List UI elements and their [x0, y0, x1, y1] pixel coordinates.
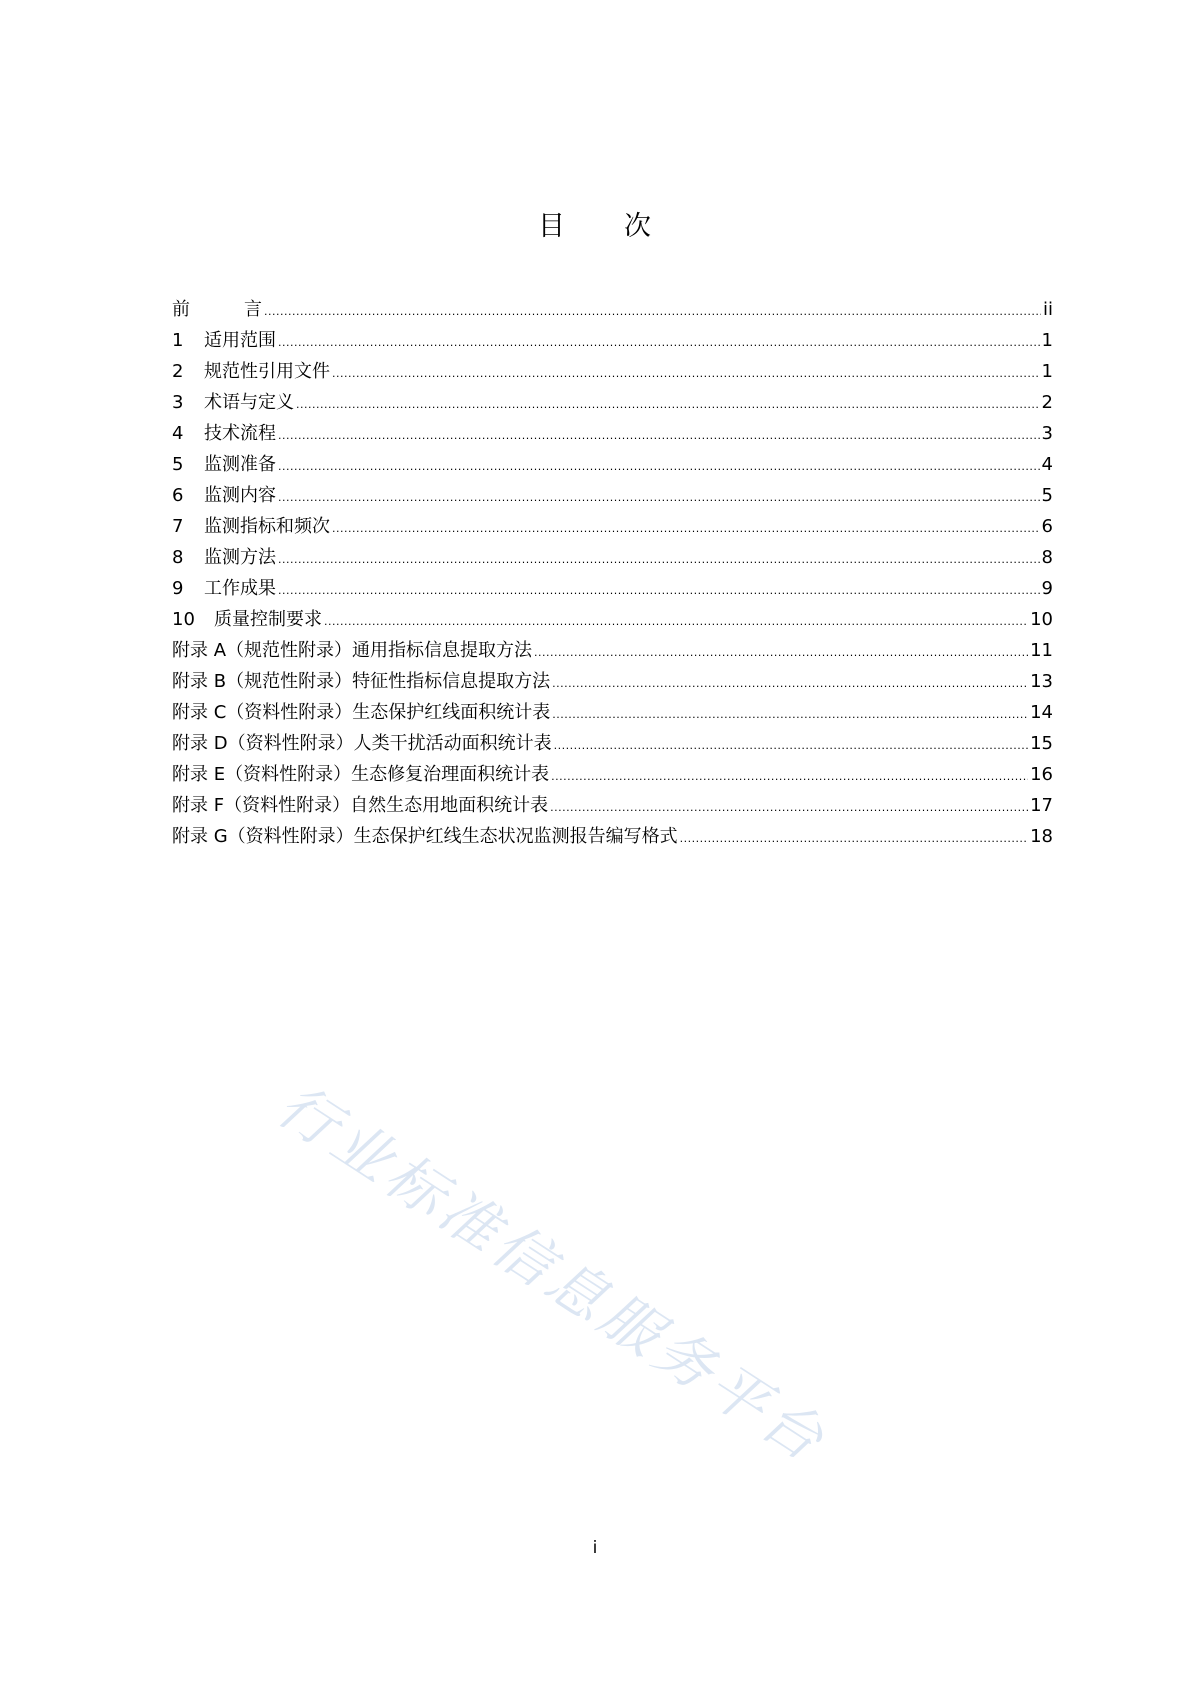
dot-leader [534, 637, 1028, 668]
toc-entry-label: 工作成果 [204, 578, 276, 599]
dot-leader [296, 389, 1040, 420]
toc-entry-3[interactable] [172, 387, 1053, 418]
table-of-contents [172, 294, 1053, 852]
toc-entry-2[interactable] [172, 356, 1053, 387]
toc-entry-appendix-a[interactable] [172, 635, 1053, 666]
dot-leader [264, 296, 1041, 327]
toc-entry-page: 13 [1030, 671, 1053, 692]
dot-leader [278, 575, 1040, 606]
toc-entry-label: 附录 D（资料性附录）人类干扰活动面积统计表 [172, 733, 552, 754]
dot-leader [680, 823, 1028, 854]
toc-entry-4[interactable] [172, 418, 1053, 449]
toc-entry-page: 2 [1041, 392, 1053, 413]
toc-entry-page: 1 [1041, 361, 1053, 382]
toc-entry-page: 9 [1041, 578, 1053, 599]
toc-entry-number: 9 [172, 578, 184, 599]
toc-entry-page: 16 [1030, 764, 1053, 785]
toc-entry-appendix-g[interactable] [172, 821, 1053, 852]
toc-entry-number: 4 [172, 423, 184, 444]
toc-entry-label: 附录 F（资料性附录）自然生态用地面积统计表 [172, 795, 549, 816]
toc-entry-number: 3 [172, 392, 184, 413]
dot-leader [550, 792, 1028, 823]
toc-entry-label: 附录 C（资料性附录）生态保护红线面积统计表 [172, 702, 551, 723]
toc-entry-5[interactable] [172, 449, 1053, 480]
toc-entry-appendix-e[interactable] [172, 759, 1053, 790]
toc-entry-page: 10 [1030, 609, 1053, 630]
toc-entry-label: 附录 G（资料性附录）生态保护红线生态状况监测报告编写格式 [172, 826, 678, 847]
toc-title [0, 204, 1190, 243]
toc-entry-label: 前 言 [172, 299, 262, 320]
toc-entry-page: 8 [1041, 547, 1053, 568]
toc-entry-appendix-c[interactable] [172, 697, 1053, 728]
toc-entry-number: 5 [172, 454, 184, 475]
toc-entry-label: 质量控制要求 [214, 609, 322, 630]
watermark: 行业标准信息服务平台 [265, 1070, 840, 1477]
toc-entry-label: 术语与定义 [204, 392, 294, 413]
toc-entry-label: 监测内容 [204, 485, 276, 506]
toc-entry-page: 15 [1030, 733, 1053, 754]
dot-leader [552, 668, 1028, 699]
dot-leader [324, 606, 1028, 637]
dot-leader [332, 513, 1040, 544]
toc-entry-page: 11 [1030, 640, 1053, 661]
toc-entry-preface[interactable] [172, 294, 1053, 325]
toc-entry-appendix-f[interactable] [172, 790, 1053, 821]
dot-leader [278, 544, 1040, 575]
toc-entry-page: 3 [1041, 423, 1053, 444]
toc-entry-page: 1 [1041, 330, 1053, 351]
page-number: i [592, 1538, 598, 1558]
toc-entry-label: 附录 B（规范性附录）特征性指标信息提取方法 [172, 671, 551, 692]
dot-leader [278, 451, 1040, 482]
toc-entry-10[interactable] [172, 604, 1053, 635]
toc-entry-page: 6 [1041, 516, 1053, 537]
dot-leader [551, 761, 1028, 792]
toc-entry-9[interactable] [172, 573, 1053, 604]
toc-title-char-1: 目 [538, 211, 566, 242]
toc-entry-label: 规范性引用文件 [204, 361, 330, 382]
toc-entry-label: 技术流程 [204, 423, 276, 444]
toc-entry-6[interactable] [172, 480, 1053, 511]
toc-entry-number: 2 [172, 361, 184, 382]
toc-entry-appendix-b[interactable] [172, 666, 1053, 697]
toc-entry-number: 8 [172, 547, 184, 568]
toc-entry-page: 14 [1030, 702, 1053, 723]
toc-entry-label: 监测指标和频次 [204, 516, 330, 537]
toc-entry-number: 6 [172, 485, 184, 506]
toc-entry-page: 5 [1041, 485, 1053, 506]
dot-leader [552, 699, 1028, 730]
toc-entry-label: 监测方法 [204, 547, 276, 568]
dot-leader [278, 327, 1040, 358]
toc-entry-number: 1 [172, 330, 184, 351]
dot-leader [554, 730, 1029, 761]
toc-entry-label: 监测准备 [204, 454, 276, 475]
toc-entry-label: 附录 E（资料性附录）生态修复治理面积统计表 [172, 764, 550, 785]
dot-leader [278, 420, 1040, 451]
toc-entry-appendix-d[interactable] [172, 728, 1053, 759]
toc-entry-8[interactable] [172, 542, 1053, 573]
toc-entry-label: 适用范围 [204, 330, 276, 351]
toc-entry-7[interactable] [172, 511, 1053, 542]
toc-title-char-2: 次 [624, 211, 652, 242]
toc-entry-1[interactable] [172, 325, 1053, 356]
toc-entry-page: 18 [1030, 826, 1053, 847]
toc-entry-page: 17 [1030, 795, 1053, 816]
toc-entry-number: 7 [172, 516, 184, 537]
toc-entry-number: 10 [172, 609, 195, 630]
toc-entry-page: 4 [1041, 454, 1053, 475]
toc-entry-page: ii [1042, 299, 1053, 320]
dot-leader [332, 358, 1040, 389]
dot-leader [278, 482, 1040, 513]
toc-entry-label: 附录 A（规范性附录）通用指标信息提取方法 [172, 640, 533, 661]
